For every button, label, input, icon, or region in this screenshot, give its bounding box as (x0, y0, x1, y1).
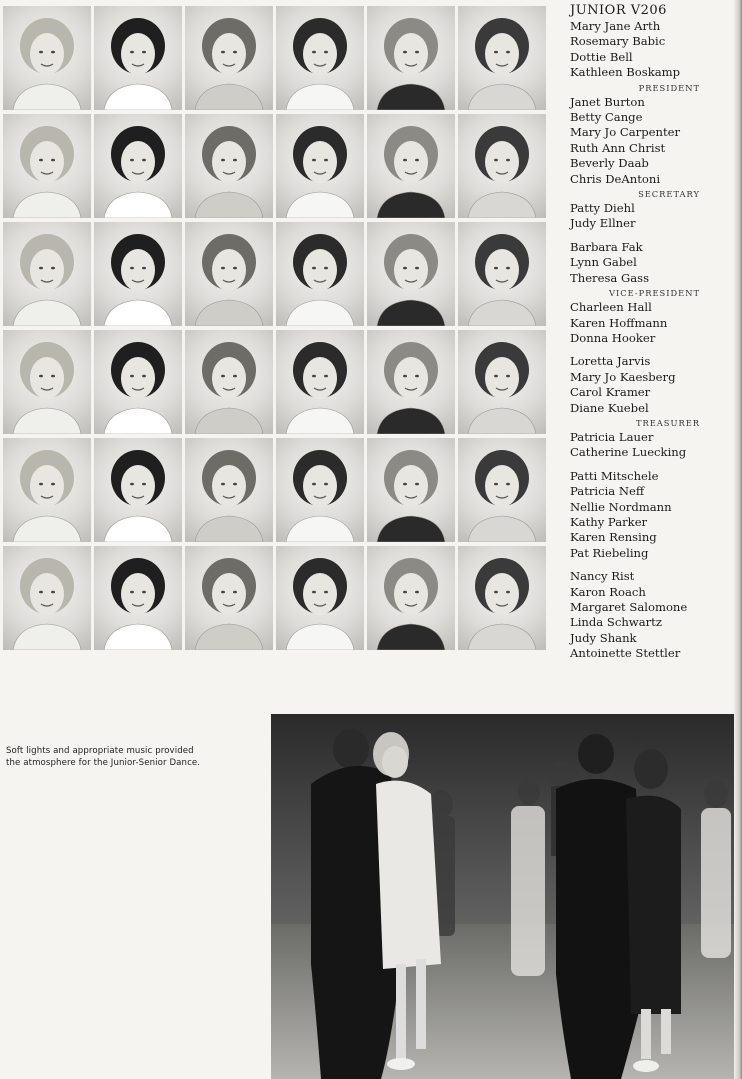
roster-name: Linda Schwartz (570, 615, 662, 630)
portrait-figure (94, 330, 182, 434)
portrait-figure (458, 222, 546, 326)
student-portrait (367, 330, 455, 434)
student-portrait (458, 222, 546, 326)
roster-spacer (570, 561, 730, 569)
portrait-figure (458, 438, 546, 542)
roster-name: Kathy Parker (570, 514, 648, 529)
caption-line-1: Soft lights and appropriate music provided (6, 746, 194, 756)
roster-name: Charleen Hall (570, 300, 652, 315)
roster-spacer (570, 461, 730, 469)
roster-name: Mary Jo Carpenter (570, 125, 681, 140)
student-portrait (94, 114, 182, 218)
portrait-figure (367, 438, 455, 542)
portrait-figure (185, 330, 273, 434)
student-portrait (3, 546, 91, 650)
portrait-figure (94, 222, 182, 326)
student-portrait (276, 6, 364, 110)
roster-name: Theresa Gass (570, 270, 650, 285)
roster-name: Karen Rensing (570, 530, 657, 545)
portrait-figure (276, 114, 364, 218)
roster-name: Patricia Neff (570, 484, 645, 499)
student-portrait (185, 438, 273, 542)
student-portrait (94, 546, 182, 650)
roster-name: Antoinette Stettler (570, 646, 681, 661)
student-portrait (185, 546, 273, 650)
portrait-figure (94, 6, 182, 110)
portrait-figure (3, 330, 91, 434)
roster-name: Donna Hooker (570, 330, 656, 345)
portrait-figure (367, 6, 455, 110)
roster-name: Karen Hoffmann (570, 315, 668, 330)
student-portrait (3, 114, 91, 218)
roster-name: Catherine Luecking (570, 445, 687, 460)
student-portrait (276, 330, 364, 434)
portrait-figure (185, 438, 273, 542)
portrait-figure (185, 114, 273, 218)
roster-name: Diane Kuebel (570, 400, 649, 415)
roster-name: Nellie Nordmann (570, 499, 672, 514)
portrait-figure (3, 546, 91, 650)
portrait-figure (367, 546, 455, 650)
roster-name: Mary Jane Arth (570, 19, 661, 33)
student-portrait (458, 330, 546, 434)
student-portrait (3, 330, 91, 434)
portrait-figure (3, 6, 91, 110)
student-portrait (458, 546, 546, 650)
student-portrait (185, 330, 273, 434)
portrait-figure (276, 222, 364, 326)
roster-name: Patty Diehl (570, 201, 635, 216)
portrait-figure (94, 114, 182, 218)
student-portrait (367, 222, 455, 326)
student-portrait (367, 546, 455, 650)
portrait-figure (276, 438, 364, 542)
student-portrait (458, 438, 546, 542)
portrait-figure (367, 330, 455, 434)
roster-name: Mary Jo Kaesberg (570, 369, 676, 384)
portrait-figure (276, 330, 364, 434)
roster-name: Margaret Salomone (570, 600, 688, 614)
photo-caption (6, 746, 256, 769)
roster-name: Barbara Fak (570, 239, 643, 254)
student-portrait (3, 438, 91, 542)
roster-name: Loretta Jarvis (570, 354, 651, 369)
dance-scene (271, 714, 735, 1079)
portrait-figure (185, 222, 273, 326)
roster-name: Dottie Bell (570, 49, 633, 64)
portrait-figure (276, 546, 364, 650)
roster-name: Janet Burton (570, 94, 645, 109)
roster-spacer (570, 346, 730, 354)
roster-name: Karon Roach (570, 584, 646, 599)
page-edge-shadow (734, 0, 742, 1079)
student-portrait (3, 222, 91, 326)
name-roster (570, 3, 730, 662)
class-header: JUNIOR V206 (570, 3, 667, 18)
roster-name: Beverly Daab (570, 156, 649, 171)
roster-name: Patricia Lauer (570, 429, 654, 444)
dance-photo (271, 714, 735, 1079)
roster-name: Chris DeAntoni (570, 171, 661, 186)
student-portrait (458, 114, 546, 218)
student-portrait (367, 6, 455, 110)
roster-name: Rosemary Babic (570, 34, 666, 49)
caption-line-2: the atmosphere for the Junior-Senior Dance. (6, 757, 201, 768)
student-portrait (94, 6, 182, 110)
roster-name: Judy Shank (570, 630, 637, 645)
roster-name: Carol Kramer (570, 385, 651, 400)
office-label: VICE-PRESIDENT (609, 288, 700, 299)
portrait-figure (185, 6, 273, 110)
student-portrait (276, 546, 364, 650)
student-portrait (276, 438, 364, 542)
student-portrait (367, 438, 455, 542)
roster-name: Kathleen Boskamp (570, 65, 681, 80)
portrait-figure (458, 330, 546, 434)
roster-name: Judy Ellner (570, 216, 636, 231)
office-label: SECRETARY (638, 189, 700, 200)
student-portrait (367, 114, 455, 218)
student-portrait (458, 6, 546, 110)
portrait-figure (367, 222, 455, 326)
student-portrait (185, 6, 273, 110)
student-portrait (276, 222, 364, 326)
roster-name: Betty Cange (570, 110, 643, 125)
portrait-figure (458, 6, 546, 110)
portrait-figure (3, 438, 91, 542)
roster-name: Ruth Ann Christ (570, 140, 666, 155)
student-portrait (185, 114, 273, 218)
student-portrait (3, 6, 91, 110)
portrait-figure (458, 114, 546, 218)
student-portrait (276, 114, 364, 218)
roster-name: Pat Riebeling (570, 545, 649, 560)
roster-name: Lynn Gabel (570, 255, 637, 270)
office-label: TREASURER (635, 417, 700, 428)
roster-name: Nancy Rist (570, 569, 635, 584)
student-portrait (94, 222, 182, 326)
portrait-figure (458, 546, 546, 650)
roster-name: Patti Mitschele (570, 468, 659, 483)
portrait-grid (3, 6, 546, 650)
portrait-figure (185, 546, 273, 650)
portrait-figure (3, 114, 91, 218)
portrait-figure (367, 114, 455, 218)
student-portrait (185, 222, 273, 326)
office-label: PRESIDENT (638, 82, 700, 93)
student-portrait (94, 330, 182, 434)
portrait-figure (94, 546, 182, 650)
portrait-figure (94, 438, 182, 542)
roster-spacer (570, 232, 730, 240)
portrait-figure (276, 6, 364, 110)
student-portrait (94, 438, 182, 542)
portrait-figure (3, 222, 91, 326)
